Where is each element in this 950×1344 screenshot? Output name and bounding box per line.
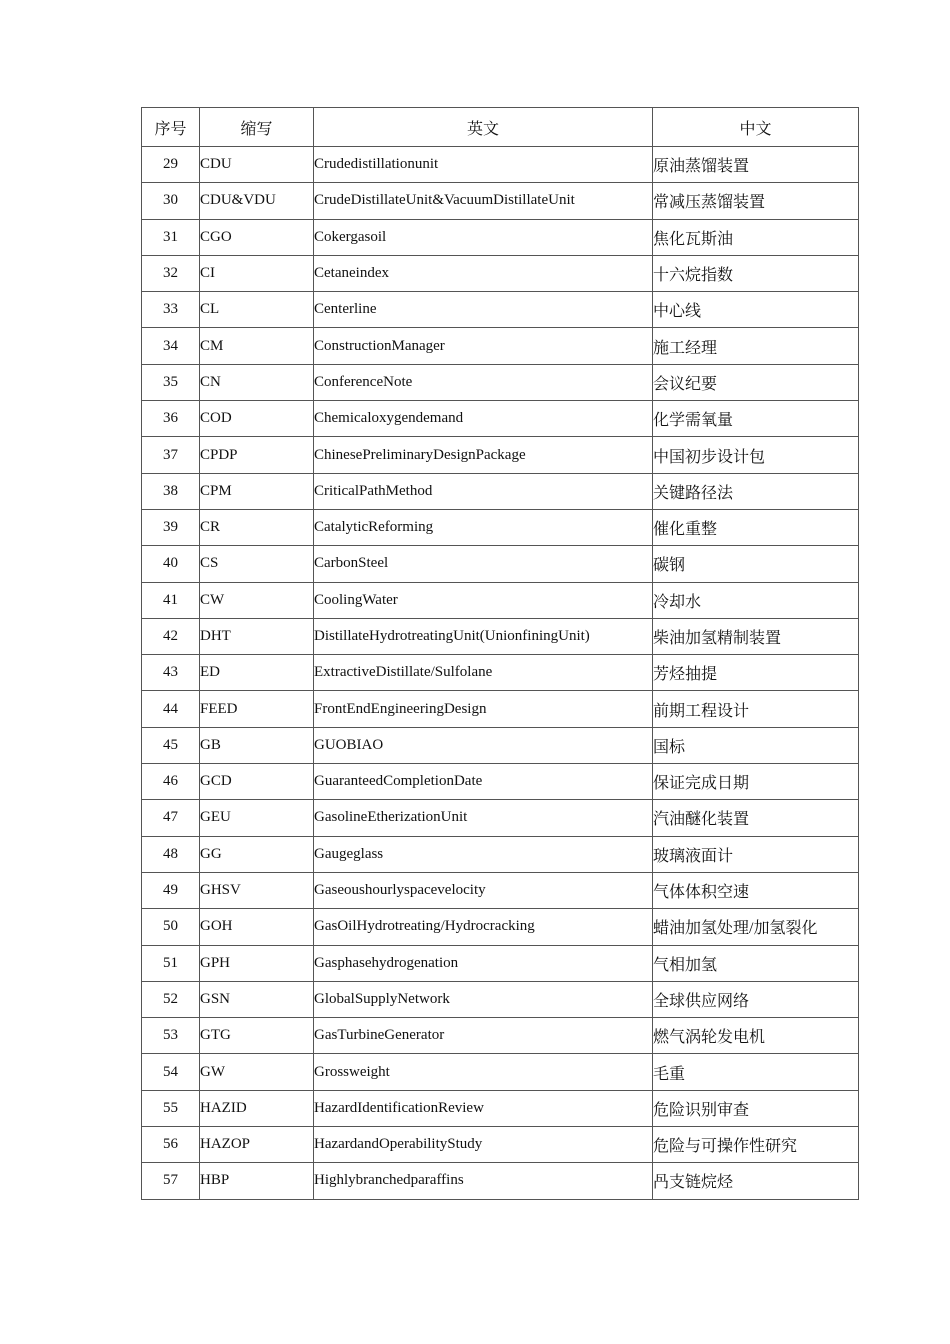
table-row bbox=[142, 836, 859, 872]
row-number: 52 bbox=[142, 981, 200, 1017]
table-row bbox=[142, 909, 859, 945]
row-abbreviation: CR bbox=[200, 509, 314, 545]
row-english: CatalyticReforming bbox=[314, 509, 653, 545]
row-abbreviation: GHSV bbox=[200, 872, 314, 908]
row-number: 38 bbox=[142, 473, 200, 509]
row-number: 50 bbox=[142, 909, 200, 945]
row-abbreviation: CM bbox=[200, 328, 314, 364]
row-english: Gaugeglass bbox=[314, 836, 653, 872]
row-english: DistillateHydrotreatingUnit(UnionfiningUnit) bbox=[314, 618, 653, 654]
table-row bbox=[142, 764, 859, 800]
row-english: Cetaneindex bbox=[314, 255, 653, 291]
row-english: FrontEndEngineeringDesign bbox=[314, 691, 653, 727]
row-chinese: 原油蒸馏装置 bbox=[653, 147, 859, 183]
row-number: 34 bbox=[142, 328, 200, 364]
row-english: GlobalSupplyNetwork bbox=[314, 981, 653, 1017]
row-abbreviation: HAZID bbox=[200, 1090, 314, 1126]
row-english: CrudeDistillateUnit&VacuumDistillateUnit bbox=[314, 183, 653, 219]
table-row bbox=[142, 691, 859, 727]
row-chinese: 燃气涡轮发电机 bbox=[653, 1018, 859, 1054]
row-number: 56 bbox=[142, 1127, 200, 1163]
row-english: CarbonSteel bbox=[314, 546, 653, 582]
row-english: CoolingWater bbox=[314, 582, 653, 618]
glossary-table bbox=[141, 107, 859, 1200]
row-abbreviation: ED bbox=[200, 655, 314, 691]
row-english: GasOilHydrotreating/Hydrocracking bbox=[314, 909, 653, 945]
row-english: GUOBIAO bbox=[314, 727, 653, 763]
table-row bbox=[142, 1090, 859, 1126]
table-row bbox=[142, 655, 859, 691]
row-chinese: 关键路径法 bbox=[653, 473, 859, 509]
row-chinese: 危险识别审查 bbox=[653, 1090, 859, 1126]
row-abbreviation: GEU bbox=[200, 800, 314, 836]
table-row bbox=[142, 1163, 859, 1199]
row-abbreviation: CPDP bbox=[200, 437, 314, 473]
row-abbreviation: HBP bbox=[200, 1163, 314, 1199]
row-abbreviation: CPM bbox=[200, 473, 314, 509]
table-row bbox=[142, 219, 859, 255]
row-english: Grossweight bbox=[314, 1054, 653, 1090]
row-number: 32 bbox=[142, 255, 200, 291]
row-chinese: 十六烷指数 bbox=[653, 255, 859, 291]
row-chinese: 中国初步设计包 bbox=[653, 437, 859, 473]
row-number: 37 bbox=[142, 437, 200, 473]
row-chinese: 保证完成日期 bbox=[653, 764, 859, 800]
row-english: Centerline bbox=[314, 292, 653, 328]
row-number: 41 bbox=[142, 582, 200, 618]
table-row bbox=[142, 945, 859, 981]
row-abbreviation: CN bbox=[200, 364, 314, 400]
row-chinese: 气相加氢 bbox=[653, 945, 859, 981]
row-chinese: 蜡油加氢处理/加氢裂化 bbox=[653, 909, 859, 945]
row-chinese: 气体体积空速 bbox=[653, 872, 859, 908]
row-abbreviation: FEED bbox=[200, 691, 314, 727]
row-chinese: 化学需氧量 bbox=[653, 401, 859, 437]
header-no: 序号 bbox=[142, 108, 200, 147]
table-row bbox=[142, 872, 859, 908]
row-number: 44 bbox=[142, 691, 200, 727]
table-row bbox=[142, 546, 859, 582]
row-abbreviation: DHT bbox=[200, 618, 314, 654]
table-row bbox=[142, 364, 859, 400]
row-number: 39 bbox=[142, 509, 200, 545]
table-row bbox=[142, 255, 859, 291]
row-chinese: 施工经理 bbox=[653, 328, 859, 364]
table-row bbox=[142, 981, 859, 1017]
row-english: HazardIdentificationReview bbox=[314, 1090, 653, 1126]
row-abbreviation: COD bbox=[200, 401, 314, 437]
table-row bbox=[142, 473, 859, 509]
row-english: Highlybranchedparaffins bbox=[314, 1163, 653, 1199]
row-chinese: 全球供应网络 bbox=[653, 981, 859, 1017]
row-abbreviation: GOH bbox=[200, 909, 314, 945]
row-number: 31 bbox=[142, 219, 200, 255]
row-number: 46 bbox=[142, 764, 200, 800]
row-chinese: 汽油醚化装置 bbox=[653, 800, 859, 836]
row-abbreviation: GW bbox=[200, 1054, 314, 1090]
row-number: 47 bbox=[142, 800, 200, 836]
row-number: 48 bbox=[142, 836, 200, 872]
row-english: Chemicaloxygendemand bbox=[314, 401, 653, 437]
row-abbreviation: CL bbox=[200, 292, 314, 328]
table-row bbox=[142, 618, 859, 654]
row-english: GasTurbineGenerator bbox=[314, 1018, 653, 1054]
row-abbreviation: CDU bbox=[200, 147, 314, 183]
table-row bbox=[142, 328, 859, 364]
table-row bbox=[142, 582, 859, 618]
row-number: 53 bbox=[142, 1018, 200, 1054]
row-abbreviation: GSN bbox=[200, 981, 314, 1017]
row-chinese: 冷却水 bbox=[653, 582, 859, 618]
row-number: 42 bbox=[142, 618, 200, 654]
row-number: 30 bbox=[142, 183, 200, 219]
row-abbreviation: CGO bbox=[200, 219, 314, 255]
row-number: 36 bbox=[142, 401, 200, 437]
row-abbreviation: CI bbox=[200, 255, 314, 291]
row-chinese: 毛重 bbox=[653, 1054, 859, 1090]
row-number: 55 bbox=[142, 1090, 200, 1126]
row-english: ExtractiveDistillate/Sulfolane bbox=[314, 655, 653, 691]
row-english: Cokergasoil bbox=[314, 219, 653, 255]
table-row bbox=[142, 509, 859, 545]
table-row bbox=[142, 1054, 859, 1090]
row-abbreviation: CDU&VDU bbox=[200, 183, 314, 219]
header-english: 英文 bbox=[314, 108, 653, 147]
row-chinese: 焦化瓦斯油 bbox=[653, 219, 859, 255]
row-english: GasolineEtherizationUnit bbox=[314, 800, 653, 836]
row-chinese: 玻璃液面计 bbox=[653, 836, 859, 872]
row-chinese: 常减压蒸馏装置 bbox=[653, 183, 859, 219]
row-english: Gaseoushourlyspacevelocity bbox=[314, 872, 653, 908]
table-row bbox=[142, 292, 859, 328]
row-chinese: 国标 bbox=[653, 727, 859, 763]
row-abbreviation: GCD bbox=[200, 764, 314, 800]
table-body bbox=[142, 147, 859, 1200]
row-number: 45 bbox=[142, 727, 200, 763]
row-chinese: 前期工程设计 bbox=[653, 691, 859, 727]
row-chinese: 会议纪要 bbox=[653, 364, 859, 400]
table-row bbox=[142, 727, 859, 763]
row-english: CriticalPathMethod bbox=[314, 473, 653, 509]
table-row bbox=[142, 437, 859, 473]
row-english: ConferenceNote bbox=[314, 364, 653, 400]
row-number: 40 bbox=[142, 546, 200, 582]
row-number: 35 bbox=[142, 364, 200, 400]
row-number: 33 bbox=[142, 292, 200, 328]
row-number: 43 bbox=[142, 655, 200, 691]
row-chinese: 催化重整 bbox=[653, 509, 859, 545]
row-abbreviation: HAZOP bbox=[200, 1127, 314, 1163]
row-number: 49 bbox=[142, 872, 200, 908]
row-number: 57 bbox=[142, 1163, 200, 1199]
row-abbreviation: GPH bbox=[200, 945, 314, 981]
table-row bbox=[142, 183, 859, 219]
row-english: HazardandOperabilityStudy bbox=[314, 1127, 653, 1163]
row-abbreviation: GTG bbox=[200, 1018, 314, 1054]
row-chinese: 碳钢 bbox=[653, 546, 859, 582]
table-row bbox=[142, 147, 859, 183]
row-english: GuaranteedCompletionDate bbox=[314, 764, 653, 800]
row-chinese: 芳烃抽提 bbox=[653, 655, 859, 691]
row-english: Crudedistillationunit bbox=[314, 147, 653, 183]
row-number: 29 bbox=[142, 147, 200, 183]
row-chinese: 危险与可操作性研究 bbox=[653, 1127, 859, 1163]
table-row bbox=[142, 1127, 859, 1163]
table-header-row bbox=[142, 108, 859, 147]
row-english: ChinesePreliminaryDesignPackage bbox=[314, 437, 653, 473]
row-english: ConstructionManager bbox=[314, 328, 653, 364]
row-abbreviation: GB bbox=[200, 727, 314, 763]
row-english: Gasphasehydrogenation bbox=[314, 945, 653, 981]
row-chinese: 柴油加氢精制装置 bbox=[653, 618, 859, 654]
table-row bbox=[142, 800, 859, 836]
row-chinese: 中心线 bbox=[653, 292, 859, 328]
row-number: 54 bbox=[142, 1054, 200, 1090]
table-row bbox=[142, 401, 859, 437]
row-abbreviation: GG bbox=[200, 836, 314, 872]
row-abbreviation: CW bbox=[200, 582, 314, 618]
row-chinese: 冎支链烷烃 bbox=[653, 1163, 859, 1199]
row-number: 51 bbox=[142, 945, 200, 981]
row-abbreviation: CS bbox=[200, 546, 314, 582]
header-abbreviation: 缩写 bbox=[200, 108, 314, 147]
header-chinese: 中文 bbox=[653, 108, 859, 147]
table-row bbox=[142, 1018, 859, 1054]
